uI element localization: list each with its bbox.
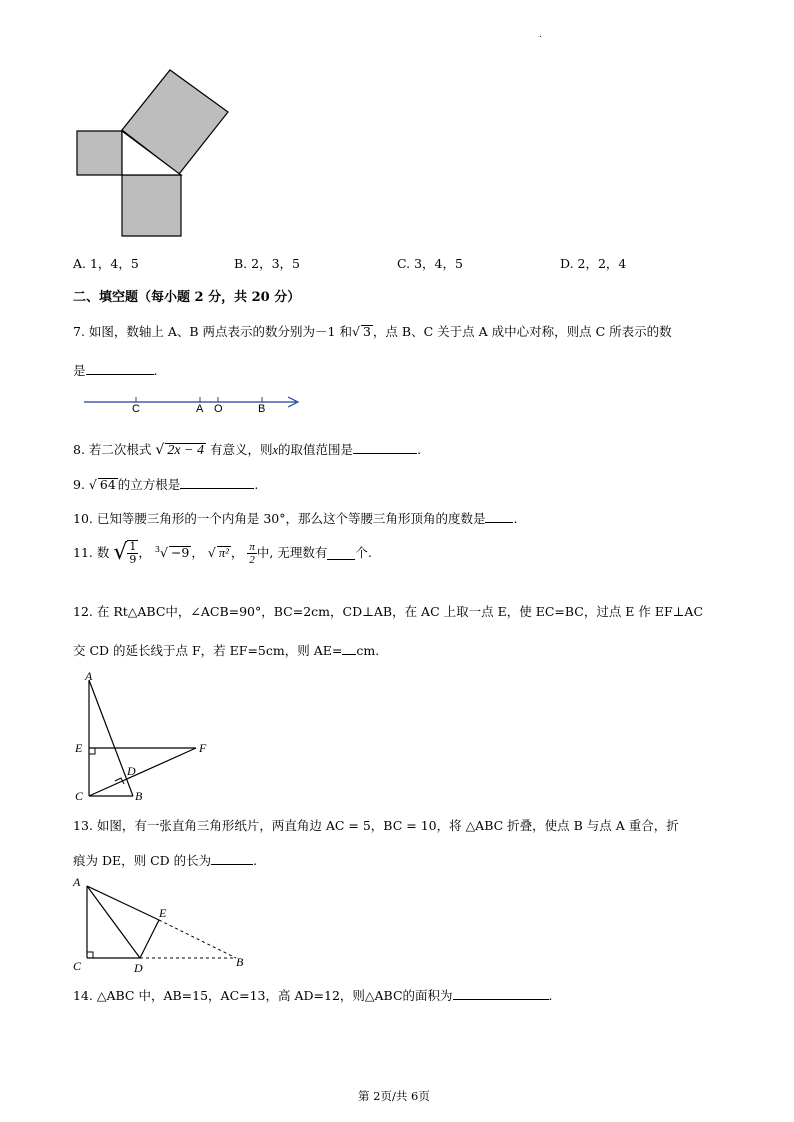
option-d: D. 2，2，4 [560,256,627,271]
label-c: C [132,403,140,414]
fraction-pi-over-2: $\frac{\pi}{2}$ [249,540,255,566]
question-12-line2: 交 CD 的延长线于点 F，若 EF=5cm，则 AE= cm. [73,643,380,658]
option-a: A. 1，4，5 [73,256,139,271]
question-8: 8. 若二次根式 √ 2x − 4 有意义，则x的取值范围是 . [73,442,422,458]
label-b: B [135,789,143,803]
option-b: B. 2，3，5 [234,256,300,271]
answer-blank-11[interactable] [327,546,355,560]
label-f: F [199,741,207,755]
label-b: B [236,955,244,969]
answer-blank-7[interactable] [86,361,154,375]
answer-blank-14[interactable] [453,986,549,1000]
question-11: 11. 数 √ $\frac{1}{9}$ ， $^3$√ −9 ， √ π² ， $\frac{\pi}{2}$ 中, 无理数有 个. [73,540,372,567]
answer-blank-12[interactable] [342,641,356,655]
label-d: D [134,961,143,975]
question-9: 9. √ 64 的立方根是 . [73,477,259,492]
answer-blank-8[interactable] [353,440,417,454]
sqrt-pi-squared: √ π² [207,545,229,561]
label-e: E [159,906,167,920]
section-title: 二、填空题（每小题 2 分，共 20 分） [73,290,301,305]
label-c: C [73,959,82,973]
page-footer: 第 2页/共 6页 [358,1089,430,1103]
question-7-line1: 7. 如图，数轴上 A、B 两点表示的数分别为－1 和√ 3 ，点 B、C 关于点 A 成中心对称，则点 C 所表示的数 [73,324,672,339]
question-14: 14. △ABC 中，AB=15，AC=13，高 AD=12，则△ABC的面积为 . [73,988,553,1003]
sqrt-3: √ 3 [352,324,371,339]
answer-blank-10[interactable] [485,509,513,523]
left-square [77,131,122,175]
cube-root-neg-9: $^3$√ −9 [154,545,190,561]
bottom-square [122,175,181,236]
answer-blank-9[interactable] [180,475,254,489]
question-13-line1: 13. 如图，有一张直角三角形纸片，两直角边 AC = 5，BC = 10，将 △ABC 折叠，使点 B 与点 A 重合，折 [73,818,679,833]
label-a: A [196,403,204,414]
question-12-line1: 12. 在 Rt△ABC中，∠ACB=90°，BC=2cm，CD⊥AB，在 AC 上取一点 E，使 EC=BC，过点 E 作 EF⊥AC [73,604,704,619]
label-d: D [127,764,136,778]
label-a: A [85,669,93,683]
label-o: O [214,403,223,414]
corner-mark: . [539,30,542,40]
sqrt-64: √ 64 [88,477,116,492]
option-c: C. 3，4，5 [397,256,463,271]
question-13-line2: 痕为 DE，则 CD 的长为 . [73,853,258,868]
question-7-line2: 是 . [73,363,158,378]
label-b: B [258,403,266,414]
number-line-figure [82,392,304,414]
label-c: C [75,789,84,803]
question-10: 10. 已知等腰三角形的一个内角是 30°，那么这个等腰三角形顶角的度数是 . [73,511,518,526]
triangle-figure-12 [72,668,222,808]
label-a: A [73,875,81,889]
sqrt-one-ninth: √ [113,540,128,566]
sqrt-2x-4: √ 2x − 4 [155,442,204,458]
label-e: E [75,741,83,755]
fraction-1-9: $\frac{1}{9}$ [129,540,137,567]
pythagorean-squares-figure [70,64,240,244]
answer-blank-13[interactable] [211,851,253,865]
fold-triangle-figure-13 [70,872,255,977]
